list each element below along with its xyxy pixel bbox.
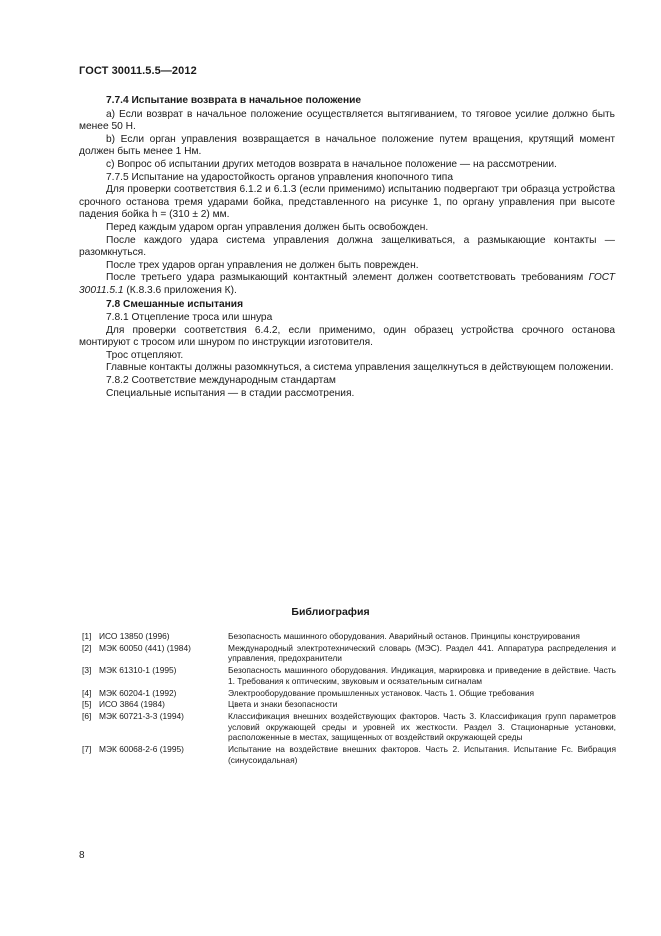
paragraph-7-7-4-b: b) Если орган управления возвращается в начальное положение путем вращения, крутящий момент должен быть менее 1 Нм. <box>79 133 615 158</box>
paragraph-7-8-1-2: Трос отцепляют. <box>106 349 184 361</box>
entry-description: Испытание на воздействие внешних факторов. Часть 2. Испытания. Испытание Fc. Вибрация (синусоидальная) <box>228 744 616 765</box>
bibliography-entry <box>82 688 616 699</box>
entry-number: [2] <box>82 642 92 653</box>
entry-number: [4] <box>82 687 92 698</box>
entry-reference: МЭК 60050 (441) (1984) <box>99 642 191 653</box>
section-heading-7-8-1: 7.8.1 Отцепление троса или шнура <box>106 312 273 324</box>
paragraph-7-7-4-c: c) Вопрос об испытании других методов возврата в начальное положение — на рассмотрении. <box>106 158 557 170</box>
entry-reference: МЭК 60068-2-6 (1995) <box>99 744 184 755</box>
paragraph-7-8-2-1: Специальные испытания — в стадии рассмотрения. <box>106 387 355 399</box>
paragraph-7-7-5-5 <box>79 272 615 297</box>
entry-description: Международный электротехнический словарь (МЭС). Раздел 441. Аппаратура распределения и управления, предохранители <box>228 642 616 664</box>
main-text <box>79 95 615 400</box>
entry-description: Классификация внешних воздействующих факторов. Часть 3. Классификация групп параметров условий окружающей среды и уровней их жесткости. Раздел 3. Стационарные установки, расположенные в местах, защищенных от воздействий окружающей среды <box>228 710 616 743</box>
entry-description: Безопасность машинного оборудования. Индикация, маркировка и приведение в действие. Часть 1. Требования к оптическим, звуковым и осязательным сигналам <box>228 665 616 686</box>
entry-reference: ИСО 3864 (1984) <box>99 699 165 710</box>
paragraph-7-7-4-a: a) Если возврат в начальное положение осуществляется вытягиванием, то тяговое усилие должно быть менее 50 Н. <box>79 108 615 133</box>
paragraph-7-7-5-1: Для проверки соответствия 6.1.2 и 6.1.3 (если применимо) испытанию подвергают три образца устройства срочного останова тремя ударами бойка, представленного на рисунке 1, по органу управления при высоте падения бойка h = (310 ± 2) мм. <box>79 184 615 221</box>
entry-number: [7] <box>82 744 92 755</box>
entry-description: Безопасность машинного оборудования. Аварийный останов. Принципы конструирования <box>228 631 580 641</box>
entry-description: Цвета и знаки безопасности <box>228 699 338 710</box>
section-heading-7-8: 7.8 Смешанные испытания <box>106 298 244 310</box>
section-heading-7-7-5: 7.7.5 Испытание на ударостойкость органов управления кнопочного типа <box>106 171 453 183</box>
paragraph-7-7-5-5-tail: (К.8.3.6 приложения К). <box>123 284 237 296</box>
bibliography-entry <box>82 699 616 710</box>
page-header-title: ГОСТ 30011.5.5—2012 <box>79 65 197 77</box>
bibliography-title: Библиография <box>291 606 370 618</box>
entry-number: [5] <box>82 699 92 710</box>
bibliography-entry <box>82 643 616 664</box>
section-heading-7-7-4: 7.7.4 Испытание возврата в начальное положение <box>106 95 362 106</box>
paragraph-7-8-1-1: Для проверки соответствия 6.4.2, если применимо, один образец устройства срочного останова монтируют с тросом или шнуром по инструкции изготовителя. <box>79 324 615 349</box>
entry-number: [6] <box>82 710 92 721</box>
page-number: 8 <box>79 850 85 861</box>
entry-reference: ИСО 13850 (1996) <box>99 631 170 641</box>
paragraph-7-7-5-3: После каждого удара система управления должна защелкиваться, а размыкающие контакты — разомкнуться. <box>79 234 615 259</box>
section-heading-7-8-2: 7.8.2 Соответствие международным стандартам <box>106 375 336 387</box>
entry-description: Электрооборудование промышленных установок. Часть 1. Общие требования <box>228 687 535 698</box>
paragraph-7-7-5-2: Перед каждым ударом орган управления должен быть освобожден. <box>106 221 429 233</box>
bibliography-entry <box>82 665 616 686</box>
entry-number: [1] <box>82 631 92 641</box>
paragraph-7-7-5-5-lead: После третьего удара размыкающий контактный элемент должен соответствовать требованиям <box>106 272 584 284</box>
paragraph-7-7-5-4: После трех ударов орган управления не должен быть поврежден. <box>106 259 419 271</box>
entry-reference: МЭК 61310-1 (1995) <box>99 665 177 676</box>
entry-reference: МЭК 60721-3-3 (1994) <box>99 710 184 721</box>
bibliography-entry <box>82 711 616 743</box>
paragraph-7-8-1-3: Главные контакты должны разомкнуться, а система управления защелкнуться в действующем положении. <box>106 362 614 374</box>
bibliography-entry <box>82 744 616 765</box>
bibliography-list <box>82 631 616 766</box>
entry-reference: МЭК 60204-1 (1992) <box>99 687 177 698</box>
standard-reference: ГОСТ 30011.5.1 <box>79 272 615 296</box>
entry-number: [3] <box>82 665 92 676</box>
bibliography-entry <box>82 631 616 642</box>
